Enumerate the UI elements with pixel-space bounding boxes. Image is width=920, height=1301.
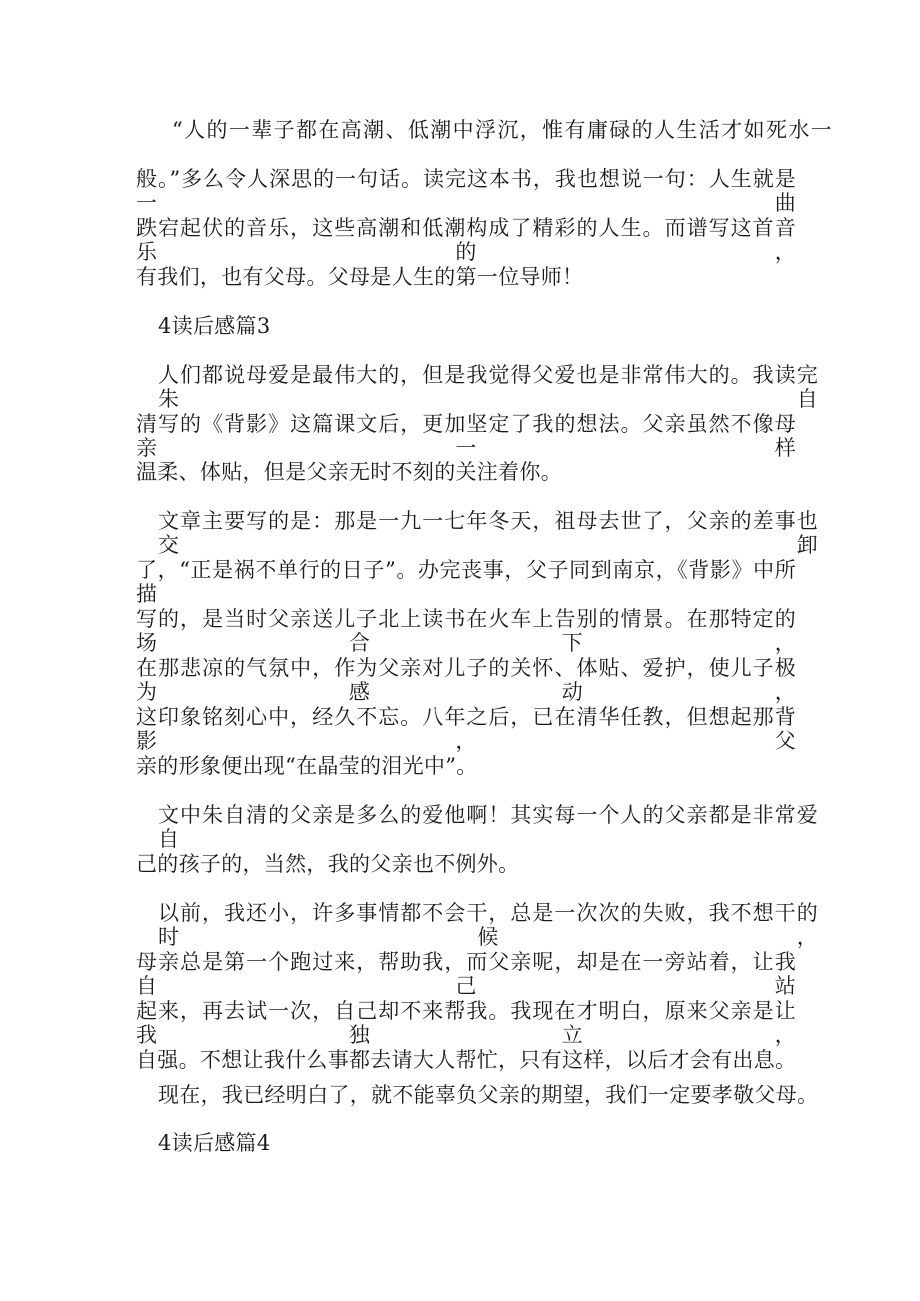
paragraph-5-line-1: 以前，我还小，许多事情都不会干，总是一次次的失败，我不想干的时候， (158, 901, 818, 949)
paragraph-1-line-3: 跌宕起伏的音乐，这些高潮和低潮构成了精彩的人生。而谱写这首音乐的， (136, 216, 796, 264)
paragraph-3-line-5: 这印象铭刻心中，经久不忘。八年之后，已在清华任教，但想起那背影，父 (136, 705, 796, 753)
paragraph-2-line-2: 清写的《背影》这篇课文后，更加坚定了我的想法。父亲虽然不像母亲一样 (136, 412, 796, 460)
section-heading-4: 4读后感篇4 (158, 1131, 271, 1155)
paragraph-1-line-4: 有我们，也有父母。父母是人生的第一位导师！ (136, 265, 584, 289)
paragraph-3-line-3: 写的，是当时父亲送儿子北上读书在火车上告别的情景。在那特定的场合下， (136, 607, 796, 655)
paragraph-2-line-1: 人们都说母爱是最伟大的，但是我觉得父爱也是非常伟大的。我读完朱自 (158, 363, 818, 411)
section-heading-3: 4读后感篇3 (158, 314, 271, 338)
paragraph-3-line-2: 了，“正是祸不单行的日子”。办完丧事，父子同到南京，《背影》中所描 (136, 558, 796, 606)
paragraph-6-line-1: 现在，我已经明白了，就不能辜负父亲的期望，我们一定要孝敬父母。 (158, 1083, 819, 1107)
paragraph-5-line-2: 母亲总是第一个跑过来，帮助我，而父亲呢，却是在一旁站着，让我自己站 (136, 950, 796, 998)
paragraph-1-line-1: “人的一辈子都在高潮、低潮中浮沉，惟有庸碌的人生活才如死水一 (172, 118, 832, 142)
paragraph-3-line-4: 在那悲凉的气氛中，作为父亲对儿子的关怀、体贴、爱护，使儿子极为感动， (136, 656, 796, 704)
paragraph-3-line-1: 文章主要写的是：那是一九一七年冬天，祖母去世了，父亲的差事也交卸 (158, 509, 818, 557)
paragraph-3-line-6: 亲的形象便出现“在晶莹的泪光中”。 (136, 754, 478, 778)
paragraph-4-line-1: 文中朱自清的父亲是多么的爱他啊！其实每一个人的父亲都是非常爱自 (158, 803, 818, 851)
paragraph-1-line-2: 般。”多么令人深思的一句话。读完这本书，我也想说一句：人生就是一曲 (136, 167, 796, 215)
paragraph-4-line-2: 己的孩子的，当然，我的父亲也不例外。 (136, 852, 520, 876)
paragraph-5-line-3: 起来，再去试一次，自己却不来帮我。我现在才明白，原来父亲是让我独立， (136, 999, 796, 1047)
paragraph-2-line-3: 温柔、体贴，但是父亲无时不刻的关注着你。 (136, 460, 562, 484)
paragraph-5-line-4: 自强。不想让我什么事都去请大人帮忙，只有这样，以后才会有出息。 (136, 1048, 797, 1072)
